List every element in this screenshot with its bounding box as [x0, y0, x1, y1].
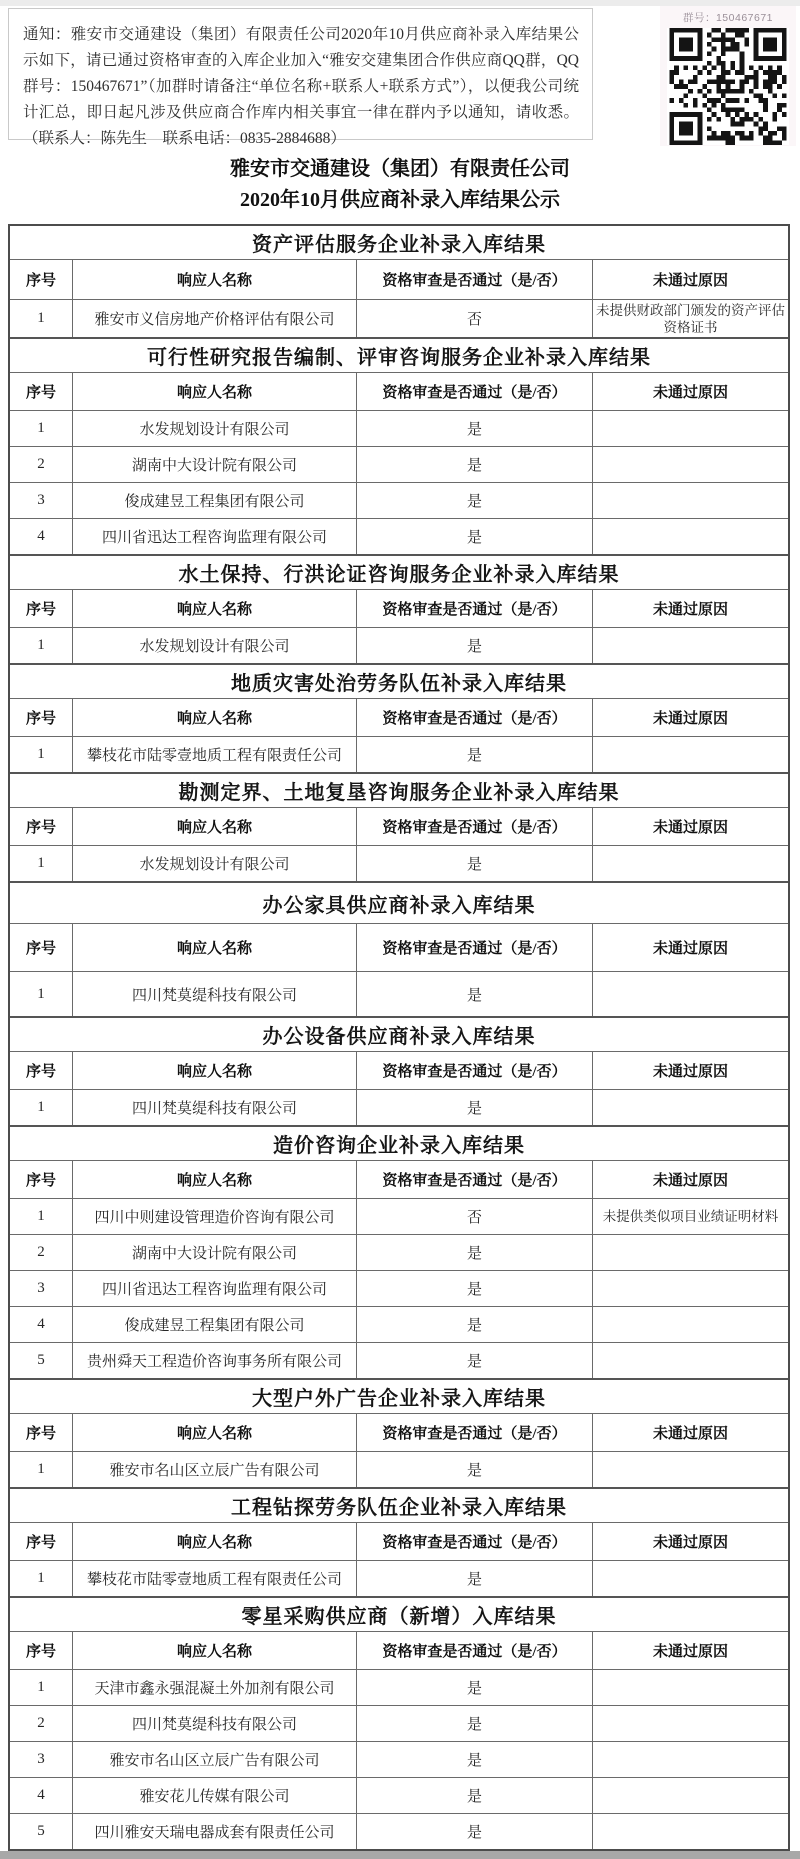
cell-name: 水发规划设计有限公司: [72, 845, 356, 881]
column-header: 序号: [10, 259, 72, 299]
cell-no: 2: [10, 1234, 72, 1270]
column-header: 资格审查是否通过（是/否）: [356, 1522, 592, 1560]
section-title: 办公设备供应商补录入库结果: [10, 1016, 788, 1051]
column-header-row: [10, 1051, 788, 1089]
cell-no: 1: [10, 736, 72, 772]
cell-no: 4: [10, 1777, 72, 1813]
cell-name: 四川梵莫缇科技有限公司: [72, 1089, 356, 1125]
column-header: 未通过原因: [592, 1051, 788, 1089]
column-header: 响应人名称: [72, 807, 356, 845]
column-header: 资格审查是否通过（是/否）: [356, 1051, 592, 1089]
section-title: 水土保持、行洪论证咨询服务企业补录入库结果: [10, 554, 788, 589]
column-header-row: [10, 923, 788, 971]
column-header: 资格审查是否通过（是/否）: [356, 807, 592, 845]
column-header: 未通过原因: [592, 372, 788, 410]
cell-reason: [592, 1560, 788, 1596]
table-row: [10, 518, 788, 554]
column-header: 未通过原因: [592, 807, 788, 845]
cell-passed: 是: [356, 518, 592, 554]
cell-passed: 是: [356, 736, 592, 772]
column-header: 响应人名称: [72, 1413, 356, 1451]
cell-passed: 是: [356, 1234, 592, 1270]
cell-passed: 是: [356, 1813, 592, 1849]
table-row: [10, 1741, 788, 1777]
column-header: 未通过原因: [592, 1413, 788, 1451]
qq-group-qr-code: [667, 28, 789, 145]
column-header: 资格审查是否通过（是/否）: [356, 259, 592, 299]
cell-passed: 是: [356, 1560, 592, 1596]
column-header: 资格审查是否通过（是/否）: [356, 923, 592, 971]
cell-no: 2: [10, 446, 72, 482]
table-row: [10, 627, 788, 663]
cell-reason: [592, 1705, 788, 1741]
cell-name: 雅安花儿传媒有限公司: [72, 1777, 356, 1813]
column-header: 响应人名称: [72, 372, 356, 410]
table-section: [10, 1016, 788, 1125]
cell-reason: [592, 482, 788, 518]
column-header: 响应人名称: [72, 923, 356, 971]
section-title: 零星采购供应商（新增）入库结果: [10, 1596, 788, 1631]
column-header: 资格审查是否通过（是/否）: [356, 1413, 592, 1451]
cell-passed: 否: [356, 1198, 592, 1234]
column-header: 序号: [10, 1413, 72, 1451]
section-title: 可行性研究报告编制、评审咨询服务企业补录入库结果: [10, 337, 788, 372]
table-row: [10, 1089, 788, 1125]
cell-reason: [592, 1777, 788, 1813]
table-row: [10, 410, 788, 446]
cell-no: 1: [10, 971, 72, 1016]
cell-reason: [592, 1451, 788, 1487]
cell-passed: 是: [356, 1669, 592, 1705]
cell-no: 1: [10, 1089, 72, 1125]
cell-reason: 未提供财政部门颁发的资产评估资格证书: [592, 299, 788, 337]
cell-reason: [592, 1270, 788, 1306]
table-section: [10, 1378, 788, 1487]
table-row: [10, 1451, 788, 1487]
cell-passed: 是: [356, 1342, 592, 1378]
column-header: 未通过原因: [592, 1522, 788, 1560]
cell-no: 5: [10, 1813, 72, 1849]
cell-passed: 是: [356, 1741, 592, 1777]
table-row: [10, 446, 788, 482]
cell-reason: [592, 971, 788, 1016]
column-header: 响应人名称: [72, 1522, 356, 1560]
cell-name: 雅安市名山区立辰广告有限公司: [72, 1451, 356, 1487]
table-row: [10, 1198, 788, 1234]
cell-reason: [592, 627, 788, 663]
document-title-line2: 2020年10月供应商补录入库结果公示: [240, 189, 560, 211]
table-row: [10, 1234, 788, 1270]
section-title: 办公家具供应商补录入库结果: [10, 881, 788, 923]
column-header-row: [10, 372, 788, 410]
cell-reason: [592, 845, 788, 881]
table-section: [10, 1596, 788, 1849]
cell-passed: 是: [356, 482, 592, 518]
document-title-line1: 雅安市交通建设（集团）有限责任公司: [230, 158, 570, 180]
table-section: [10, 337, 788, 554]
cell-passed: 是: [356, 1451, 592, 1487]
column-header-row: [10, 589, 788, 627]
cell-no: 1: [10, 627, 72, 663]
column-header-row: [10, 259, 788, 299]
column-header: 序号: [10, 589, 72, 627]
cell-no: 3: [10, 1741, 72, 1777]
qq-group-number-label: 群号：150467671: [682, 12, 774, 24]
cell-no: 2: [10, 1705, 72, 1741]
cell-reason: [592, 1306, 788, 1342]
cell-reason: 未提供类似项目业绩证明材料: [592, 1198, 788, 1234]
notice-header-area: [0, 6, 800, 146]
results-table: [8, 224, 790, 1851]
table-row: [10, 299, 788, 337]
cell-name: 四川梵莫缇科技有限公司: [72, 971, 356, 1016]
section-title: 勘测定界、土地复垦咨询服务企业补录入库结果: [10, 772, 788, 807]
section-title: 造价咨询企业补录入库结果: [10, 1125, 788, 1160]
cell-passed: 是: [356, 1270, 592, 1306]
section-title: 地质灾害处治劳务队伍补录入库结果: [10, 663, 788, 698]
cell-passed: 是: [356, 1306, 592, 1342]
cell-no: 4: [10, 1306, 72, 1342]
cell-no: 5: [10, 1342, 72, 1378]
cell-no: 1: [10, 1198, 72, 1234]
table-section: [10, 772, 788, 881]
cell-name: 水发规划设计有限公司: [72, 410, 356, 446]
section-title: 大型户外广告企业补录入库结果: [10, 1378, 788, 1413]
cell-reason: [592, 736, 788, 772]
column-header: 序号: [10, 1522, 72, 1560]
column-header: 未通过原因: [592, 259, 788, 299]
cell-passed: 是: [356, 971, 592, 1016]
column-header: 资格审查是否通过（是/否）: [356, 589, 592, 627]
document-title: [0, 146, 800, 224]
cell-passed: 是: [356, 845, 592, 881]
column-header: 序号: [10, 1631, 72, 1669]
cell-name: 天津市鑫永强混凝土外加剂有限公司: [72, 1669, 356, 1705]
cell-no: 3: [10, 482, 72, 518]
table-row: [10, 845, 788, 881]
cell-name: 攀枝花市陆零壹地质工程有限责任公司: [72, 1560, 356, 1596]
column-header-row: [10, 698, 788, 736]
table-section: [10, 226, 788, 337]
column-header-row: [10, 1160, 788, 1198]
page-bottom-edge: [0, 1851, 800, 1859]
cell-reason: [592, 446, 788, 482]
table-row: [10, 1270, 788, 1306]
cell-no: 1: [10, 1669, 72, 1705]
column-header-row: [10, 1522, 788, 1560]
qr-panel: [660, 6, 796, 146]
cell-name: 四川梵莫缇科技有限公司: [72, 1705, 356, 1741]
cell-name: 湖南中大设计院有限公司: [72, 446, 356, 482]
column-header: 资格审查是否通过（是/否）: [356, 698, 592, 736]
column-header: 响应人名称: [72, 1051, 356, 1089]
column-header: 响应人名称: [72, 1160, 356, 1198]
column-header: 未通过原因: [592, 589, 788, 627]
column-header: 响应人名称: [72, 589, 356, 627]
column-header: 响应人名称: [72, 259, 356, 299]
cell-name: 水发规划设计有限公司: [72, 627, 356, 663]
cell-no: 1: [10, 299, 72, 337]
column-header: 未通过原因: [592, 1160, 788, 1198]
column-header: 响应人名称: [72, 698, 356, 736]
table-row: [10, 1669, 788, 1705]
cell-no: 4: [10, 518, 72, 554]
section-title: 资产评估服务企业补录入库结果: [252, 234, 546, 256]
cell-reason: [592, 1741, 788, 1777]
column-header: 未通过原因: [592, 1631, 788, 1669]
table-row: [10, 1306, 788, 1342]
cell-reason: [592, 1089, 788, 1125]
table-row: [10, 1342, 788, 1378]
table-section: [10, 881, 788, 1016]
table-section: [10, 1487, 788, 1596]
cell-name: 俊成建昱工程集团有限公司: [72, 482, 356, 518]
cell-name: 湖南中大设计院有限公司: [72, 1234, 356, 1270]
cell-passed: 否: [356, 299, 592, 337]
cell-reason: [592, 1669, 788, 1705]
table-row: [10, 1777, 788, 1813]
column-header: 序号: [10, 807, 72, 845]
table-row: [10, 1705, 788, 1741]
cell-passed: 是: [356, 446, 592, 482]
column-header: 序号: [10, 372, 72, 410]
notice-box: [8, 8, 593, 147]
column-header-row: [10, 807, 788, 845]
table-section: [10, 1125, 788, 1378]
cell-passed: 是: [356, 627, 592, 663]
cell-no: 1: [10, 1560, 72, 1596]
cell-no: 1: [10, 410, 72, 446]
column-header: 未通过原因: [592, 698, 788, 736]
column-header: 序号: [10, 1051, 72, 1089]
notice-text: 通知：雅安市交通建设（集团）有限责任公司2020年10月供应商补录入库结果公示如下，请已通过资格审查的入库企业加入“雅安交建集团合作供应商QQ群，QQ群号：150467671”（加群时请备注“单位名称+联系人+联系方式”），以便我公司统计汇总，即日起凡涉及供应商合作库内相关事宜一律在群内予以通知，请收悉。（联系人：陈先生 联系电话：0835-2884688）: [23, 26, 579, 147]
table-row: [10, 1813, 788, 1849]
table-section: [10, 554, 788, 663]
column-header: 序号: [10, 698, 72, 736]
cell-name: 四川省迅达工程咨询监理有限公司: [72, 1270, 356, 1306]
cell-passed: 是: [356, 1777, 592, 1813]
cell-reason: [592, 518, 788, 554]
cell-reason: [592, 1342, 788, 1378]
column-header: 序号: [10, 1160, 72, 1198]
table-row: [10, 736, 788, 772]
cell-reason: [592, 1234, 788, 1270]
table-section: [10, 663, 788, 772]
cell-name: 四川中则建设管理造价咨询有限公司: [72, 1198, 356, 1234]
cell-name: 攀枝花市陆零壹地质工程有限责任公司: [72, 736, 356, 772]
section-title: 工程钻探劳务队伍企业补录入库结果: [10, 1487, 788, 1522]
cell-no: 3: [10, 1270, 72, 1306]
column-header: 未通过原因: [592, 923, 788, 971]
column-header: 资格审查是否通过（是/否）: [356, 372, 592, 410]
cell-reason: [592, 1813, 788, 1849]
cell-reason: [592, 410, 788, 446]
cell-passed: 是: [356, 410, 592, 446]
column-header: 响应人名称: [72, 1631, 356, 1669]
column-header-row: [10, 1631, 788, 1669]
cell-name: 四川省迅达工程咨询监理有限公司: [72, 518, 356, 554]
cell-passed: 是: [356, 1705, 592, 1741]
table-row: [10, 1560, 788, 1596]
cell-no: 1: [10, 1451, 72, 1487]
column-header: 资格审查是否通过（是/否）: [356, 1631, 592, 1669]
column-header-row: [10, 1413, 788, 1451]
cell-name: 贵州舜天工程造价咨询事务所有限公司: [72, 1342, 356, 1378]
column-header: 序号: [10, 923, 72, 971]
cell-no: 1: [10, 845, 72, 881]
column-header: 资格审查是否通过（是/否）: [356, 1160, 592, 1198]
cell-name: 雅安市名山区立辰广告有限公司: [72, 1741, 356, 1777]
cell-name: 俊成建昱工程集团有限公司: [72, 1306, 356, 1342]
cell-name: 雅安市义信房地产价格评估有限公司: [72, 299, 356, 337]
cell-passed: 是: [356, 1089, 592, 1125]
cell-name: 四川雅安天瑞电器成套有限责任公司: [72, 1813, 356, 1849]
table-row: [10, 482, 788, 518]
table-row: [10, 971, 788, 1016]
